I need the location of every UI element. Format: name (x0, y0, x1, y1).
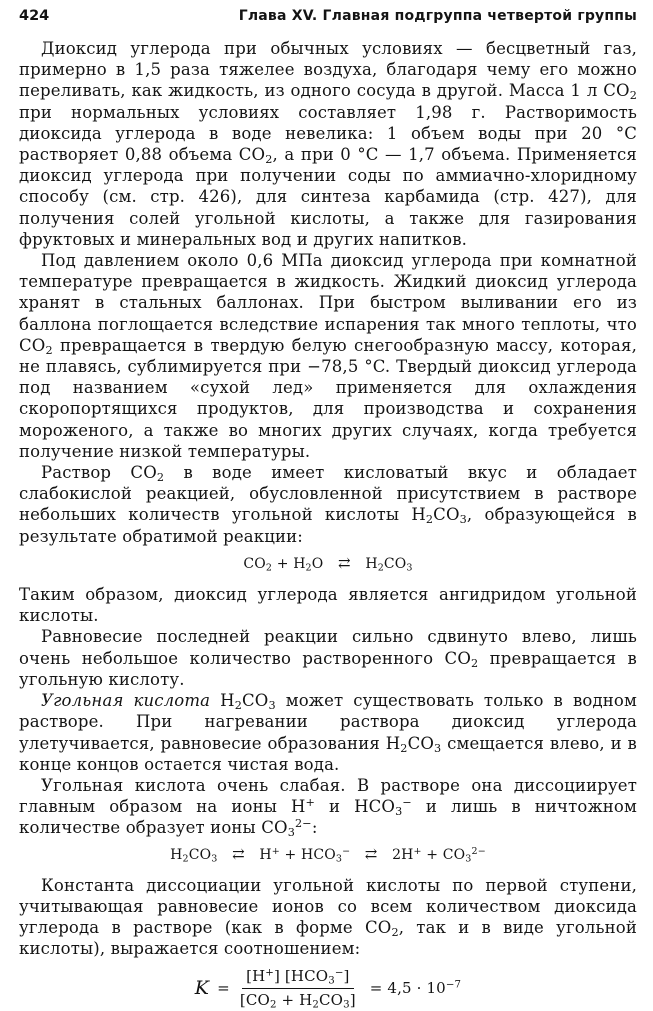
paragraph-constant: Константа диссоциации угольной кислоты по первой ступени, учитывающая равновесие ионов со всем количеством диоксида углерода в растворе (как в форме $CO_2$, так и в виде угольной кислоты), выражается соотношением: (19, 875, 637, 959)
chapter-title: Глава XV. Главная подгруппа четвертой группы (238, 8, 637, 24)
paragraph-equilibrium: Равновесие последней реакции сильно сдвинуто влево, лишь очень небольшое количество растворенного $CO_2$ превращается в угольную кислоту. (19, 627, 637, 689)
book-page (19, 8, 637, 1011)
paragraph-dissociation: Угольная кислота очень слабая. В растворе она диссоциирует главным образом на ионы H+ и $HCO_3^-$ и лишь в ничтожном количестве образует ионы $CO_3^{2-}$: (19, 775, 637, 840)
equilibrium-arrow: ⇄ (338, 553, 351, 572)
fraction-numerator: [H+] $[HCO_3^-]$ (242, 966, 354, 989)
page-number: 424 (19, 8, 50, 24)
equilibrium-arrow: ⇄ (232, 844, 245, 863)
paragraph-co2-properties: Диоксид углерода при обычных условиях — бесцветный газ, примерно в 1,5 раза тяжелее воздуха, благодаря чему его можно переливать, как жидкость, из одного сосуда в другой. Масса 1 л $CO_2$ при нормальных условиях составляет 1,98 г. Растворимость диоксида углерода в воде невелика: 1 объем воды при 20 °C растворяет 0,88 объема $CO_2$, а при 0 °C — 1,7 объема. Применяется диоксид углерода при получении соды по аммиачно-хлоридному способу (см. стр. 426), для синтеза карбамида (стр. 427), для получения солей угольной кислоты, а также для газирования фруктовых и минеральных вод и других напитков. (19, 39, 637, 249)
equation-dissociation-constant: K = $\frac{[H^+] [HCO_3^-]}{[CO_2 + H_2CO_3]}$ = $4,5 \cdot 10^{-7}$ (194, 966, 462, 1011)
body-text (19, 38, 637, 1011)
constant-value: = $4,5 \cdot 10^{-7}$ (369, 978, 462, 997)
equilibrium-arrow: ⇄ (364, 844, 378, 863)
fraction (236, 966, 360, 1011)
page-header (19, 8, 637, 38)
paragraph-anhydride: Таким образом, диоксид углерода является ангидридом угольной кислоты. (19, 585, 637, 626)
paragraph-dry-ice: Под давлением около 0,6 МПа диоксид углерода при комнатной температуре превращается в жидкость. Жидкий диоксид углерода хранят в стальных баллонах. При быстром выливании его из баллона поглощается вследствие испарения так много теплоты, что $CO_2$ превращается в твердую белую снегообразную массу, которая, не плавясь, сублимируется при −78,5 °C. Твердый диоксид углерода под названием «сухой лед» применяется для охлаждения скоропортящихся продуктов, для производства и сохранения мороженого, а также во многих других случаях, когда требуется получение низкой температуры. (19, 251, 637, 461)
paragraph-carbonic-acid: Угольная кислота $H_2CO_3$ может существовать только в водном растворе. При нагревании раствора диоксид углерода улетучивается, равновесие образования $H_2CO_3$ смещается влево, и в конце концов остается чистая вода. (19, 691, 638, 774)
paragraph-co2-solution: Раствор $CO_2$ в воде имеет кисловатый вкус и обладает слабокислой реакцией, обусловленной присутствием в растворе небольших количеств угольной кислоты $H_2CO_3$, образующейся в результате обратимой реакции: (19, 463, 637, 546)
fraction-denominator: $[CO_2 + H_2CO_3]$ (239, 990, 356, 1011)
equation-carbonic-formation: $CO_2 + H_2O$ ⇄ $H_2CO_3$ (243, 553, 413, 574)
equation-dissociation: $H_2CO_3$ ⇄ $H^+ + HCO_3^-$ ⇄ $2H^+ + CO_3^{2-}$ (170, 844, 486, 864)
